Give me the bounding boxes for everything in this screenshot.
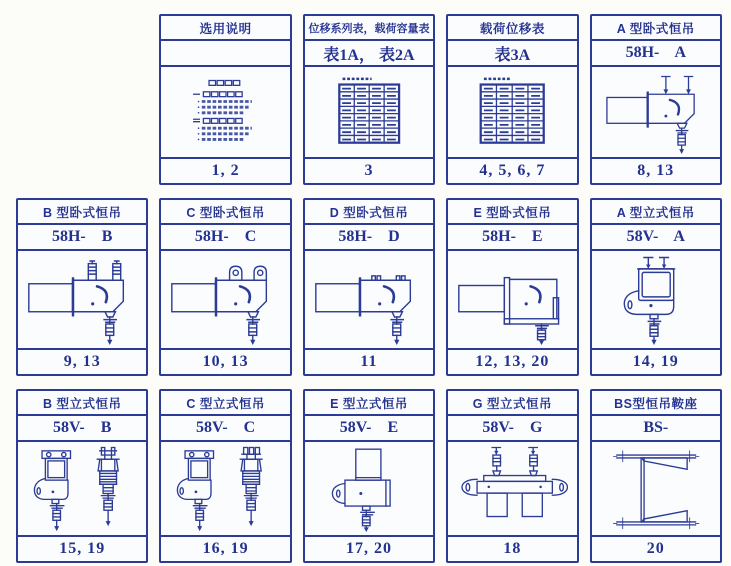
- cell-title: A 型立式恒吊: [592, 200, 720, 225]
- cell-title: B 型卧式恒吊: [18, 200, 146, 225]
- page-references: 11: [305, 348, 433, 374]
- cell-figure-area: [305, 251, 433, 348]
- vertical-hanger-type-e-figure: [308, 445, 430, 532]
- cell-title: 位移系列表，载荷容量表: [305, 16, 433, 41]
- cell-figure-area: [592, 67, 720, 157]
- cell-vertical-hanger-e: [303, 389, 435, 563]
- cell-horizontal-hanger-e: [446, 198, 578, 376]
- cell-figure-area: [448, 442, 576, 535]
- cell-subtitle: BS-: [592, 416, 720, 442]
- selection-notes-figure: [164, 70, 286, 154]
- cell-subtitle: 58V- A: [592, 225, 720, 251]
- cell-figure-area: [18, 442, 146, 535]
- cell-figure-area: [161, 251, 289, 348]
- horizontal-hanger-type-a-figure: [595, 70, 717, 154]
- page-references: 15, 19: [18, 535, 146, 561]
- vertical-hanger-type-c-figure: [164, 445, 286, 532]
- horizontal-hanger-type-e-figure: [451, 254, 573, 345]
- cell-subtitle: 58V- C: [161, 416, 289, 442]
- cell-figure-area: [305, 442, 433, 535]
- cell-subtitle: 58H- E: [448, 225, 576, 251]
- load-displacement-table-figure: [451, 70, 573, 154]
- cell-subtitle: 58V- E: [305, 416, 433, 442]
- horizontal-hanger-type-c-figure: [164, 254, 286, 345]
- cell-vertical-hanger-g: [446, 389, 578, 563]
- page-references: 17, 20: [305, 535, 433, 561]
- cell-horizontal-hanger-a: [590, 14, 722, 185]
- cell-title: BS型恒吊鞍座: [592, 391, 720, 416]
- vertical-hanger-type-b-figure: [21, 445, 143, 532]
- cell-title: C 型卧式恒吊: [161, 200, 289, 225]
- page-references: 8, 13: [592, 157, 720, 183]
- cell-subtitle: 58V- G: [448, 416, 576, 442]
- cell-figure-area: [305, 67, 433, 157]
- page-references: 18: [448, 535, 576, 561]
- cell-selection-notes: [159, 14, 291, 185]
- cell-figure-area: [448, 251, 576, 348]
- cell-figure-area: [592, 251, 720, 348]
- cell-title: 载荷位移表: [448, 16, 576, 41]
- cell-title: B 型立式恒吊: [18, 391, 146, 416]
- page-references: 20: [592, 535, 720, 561]
- cell-subtitle: 58H- B: [18, 225, 146, 251]
- cell-figure-area: [592, 442, 720, 535]
- page-references: 14, 19: [592, 348, 720, 374]
- cell-subtitle: [161, 41, 289, 67]
- cell-horizontal-hanger-d: [303, 198, 435, 376]
- cell-subtitle: 表1A， 表2A: [305, 41, 433, 67]
- cell-figure-area: [161, 67, 289, 157]
- cell-title: E 型卧式恒吊: [448, 200, 576, 225]
- page-references: 9, 13: [18, 348, 146, 374]
- cell-subtitle: 58H- D: [305, 225, 433, 251]
- cell-figure-area: [161, 442, 289, 535]
- vertical-hanger-type-a-figure: [595, 254, 717, 345]
- vertical-hanger-type-g-figure: [451, 445, 573, 532]
- bs-saddle-figure: [595, 445, 717, 532]
- page-references: 3: [305, 157, 433, 183]
- cell-displacement-series-table: [303, 14, 435, 185]
- cell-figure-area: [448, 67, 576, 157]
- cell-vertical-hanger-a: [590, 198, 722, 376]
- cell-vertical-hanger-b: [16, 389, 148, 563]
- cell-subtitle: 58H- A: [592, 41, 720, 67]
- horizontal-hanger-type-d-figure: [308, 254, 430, 345]
- cell-vertical-hanger-c: [159, 389, 291, 563]
- cell-subtitle: 58H- C: [161, 225, 289, 251]
- page-references: 10, 13: [161, 348, 289, 374]
- displacement-series-table-figure: [308, 70, 430, 154]
- cell-figure-area: [18, 251, 146, 348]
- page-references: 12, 13, 20: [448, 348, 576, 374]
- cell-subtitle: 58V- B: [18, 416, 146, 442]
- cell-horizontal-hanger-b: [16, 198, 148, 376]
- cell-title: A 型卧式恒吊: [592, 16, 720, 41]
- cell-bs-saddle: [590, 389, 722, 563]
- cell-title: 选用说明: [161, 16, 289, 41]
- page-references: 1, 2: [161, 157, 289, 183]
- page-references: 4, 5, 6, 7: [448, 157, 576, 183]
- cell-subtitle: 表3A: [448, 41, 576, 67]
- horizontal-hanger-type-b-figure: [21, 254, 143, 345]
- cell-title: C 型立式恒吊: [161, 391, 289, 416]
- cell-horizontal-hanger-c: [159, 198, 291, 376]
- page-references: 16, 19: [161, 535, 289, 561]
- cell-title: G 型立式恒吊: [448, 391, 576, 416]
- cell-load-displacement-table: [446, 14, 578, 185]
- cell-title: D 型卧式恒吊: [305, 200, 433, 225]
- cell-title: E 型立式恒吊: [305, 391, 433, 416]
